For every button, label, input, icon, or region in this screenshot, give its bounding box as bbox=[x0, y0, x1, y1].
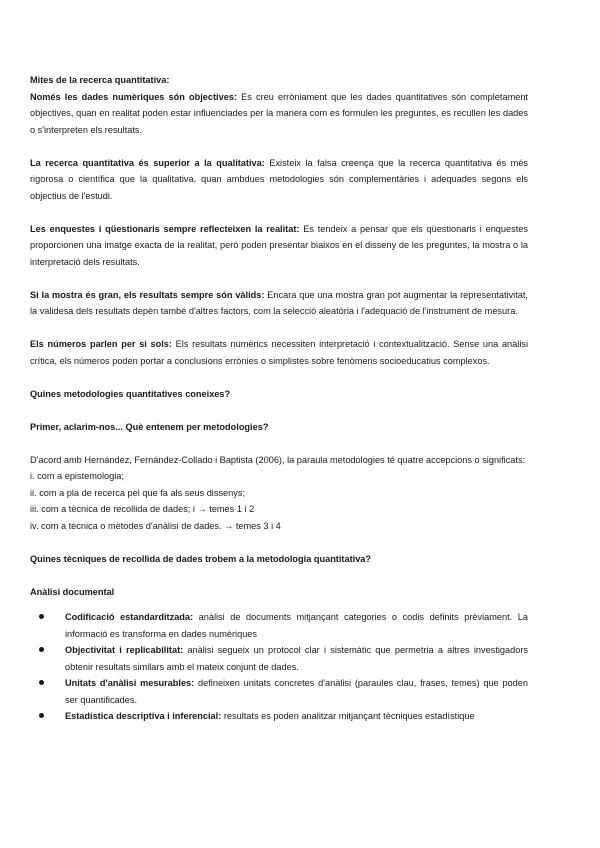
bullet-2-text: anàlisi segueix un protocol clar i sistemàtic que permetria a altres investigadors obtenir resultats similars amb el mateix conjunt de dades. bbox=[65, 645, 529, 672]
myth-4-title: Si la mostra és gran, els resultats sempre són vàlids: bbox=[30, 289, 265, 300]
list-item: i. com a epistemologia; bbox=[30, 471, 124, 481]
list-item bbox=[30, 609, 528, 642]
question-2-text: Primer, aclarim-nos... Què entenem per metodologies? bbox=[30, 421, 269, 432]
myth-3-text: Es tendeix a pensar que els qüestionaris i enquestes proporcionen una imatge exacta de la realitat, però poden presentar biaixos en el disseny de les preguntes, la mostra o la interpretació dels resultats. bbox=[30, 223, 528, 267]
myth-4 bbox=[30, 287, 528, 320]
myth-2-text: Existeix la falsa creença que la recerca quantitativa és més rigorosa o científica que la qualitativa, quan ambdues metodologies són complementàries i adequades segons els objectius de l'estudi. bbox=[30, 157, 528, 201]
myth-5-text: Els resultats numèrics necessiten interpretació i contextualització. Sense una anàlisi crítica, els números poden portar a conclusions errònies o simplistes sobre fenòmens socioeducatius complexos. bbox=[30, 339, 528, 366]
myth-1-text: Es creu erròniament que les dades quantitatives són completament objectives, quan en realitat poden estar influenciades per la manera com es formulen les preguntes, es recullen les dades o s'interpreten els resultats. bbox=[30, 91, 528, 135]
question-definition bbox=[30, 419, 528, 436]
myths-section bbox=[30, 72, 528, 138]
bullet-icon bbox=[39, 713, 44, 718]
bullet-3-text: defineixen unitats concretes d'anàlisi (paraules clau, frases, temes) que poden ser quantificades. bbox=[65, 678, 528, 705]
bullet-1-title: Codificació estandarditzada: bbox=[65, 612, 194, 622]
bullet-2-title: Objectivitat i replicabilitat: bbox=[65, 645, 184, 655]
document-content bbox=[30, 72, 528, 725]
intro-paragraph: D'acord amb Hernández, Fernández-Collado i Baptista (2006), la paraula metodologies té quatre accepcions o significats: bbox=[30, 454, 526, 465]
myth-5 bbox=[30, 336, 528, 369]
myth-2-title: La recerca quantitativa és superior a la qualitativa: bbox=[30, 157, 265, 168]
question-3-text: Quines tècniques de recollida de dades trobem a la metodologia quantitativa? bbox=[30, 553, 372, 564]
bullet-icon bbox=[39, 614, 44, 619]
bullet-icon bbox=[39, 647, 44, 652]
myth-3-title: Les enquestes i qüestionaris sempre reflecteixen la realitat: bbox=[30, 223, 300, 234]
list-item bbox=[30, 675, 528, 708]
myth-3 bbox=[30, 221, 528, 271]
subheading-documental bbox=[30, 584, 528, 601]
question-methodologies bbox=[30, 386, 528, 403]
documental-bullets bbox=[30, 609, 528, 725]
meanings-list bbox=[30, 468, 528, 534]
question-1-text: Quines metodologies quantitatives coneixes? bbox=[30, 388, 231, 399]
list-item: ii. com a pla de recerca pel que fa als seus dissenys; bbox=[30, 487, 245, 498]
bullet-3-title: Unitats d'anàlisi mesurables: bbox=[65, 678, 195, 688]
list-item bbox=[30, 708, 528, 725]
myth-5-title: Els números parlen per si sols: bbox=[30, 339, 172, 349]
myth-4-text: Encara que una mostra gran pot augmentar la representativitat, la validesa dels resultats depèn també d'altres factors, com la selecció aleatòria i l'adequació de l'instrument de mesura. bbox=[30, 289, 528, 316]
section-title: Mites de la recerca quantitativa: bbox=[30, 75, 170, 85]
subheading-text: Anàlisi documental bbox=[30, 586, 115, 597]
list-item: iv. com a tècnica o mètodes d'anàlisi de dades. → temes 3 i 4 bbox=[30, 520, 281, 531]
list-item bbox=[30, 642, 528, 675]
bullet-icon bbox=[39, 680, 44, 685]
bullet-1-text: anàlisi de documents mitjançant categories o codis definits prèviament. La informació es transforma en dades numèriques bbox=[65, 612, 529, 639]
myth-2 bbox=[30, 155, 528, 205]
bullet-4-text: resultats es poden analitzar mitjançant tècniques estadístique bbox=[221, 711, 475, 721]
bullet-4-title: Estadística descriptiva i inferencial: bbox=[65, 711, 222, 721]
myth-1-title: Només les dades numèriques són objectives: bbox=[30, 91, 238, 102]
question-techniques bbox=[30, 551, 528, 568]
list-item: iii. com a tècnica de recollida de dades; i → temes 1 i 2 bbox=[30, 504, 255, 514]
